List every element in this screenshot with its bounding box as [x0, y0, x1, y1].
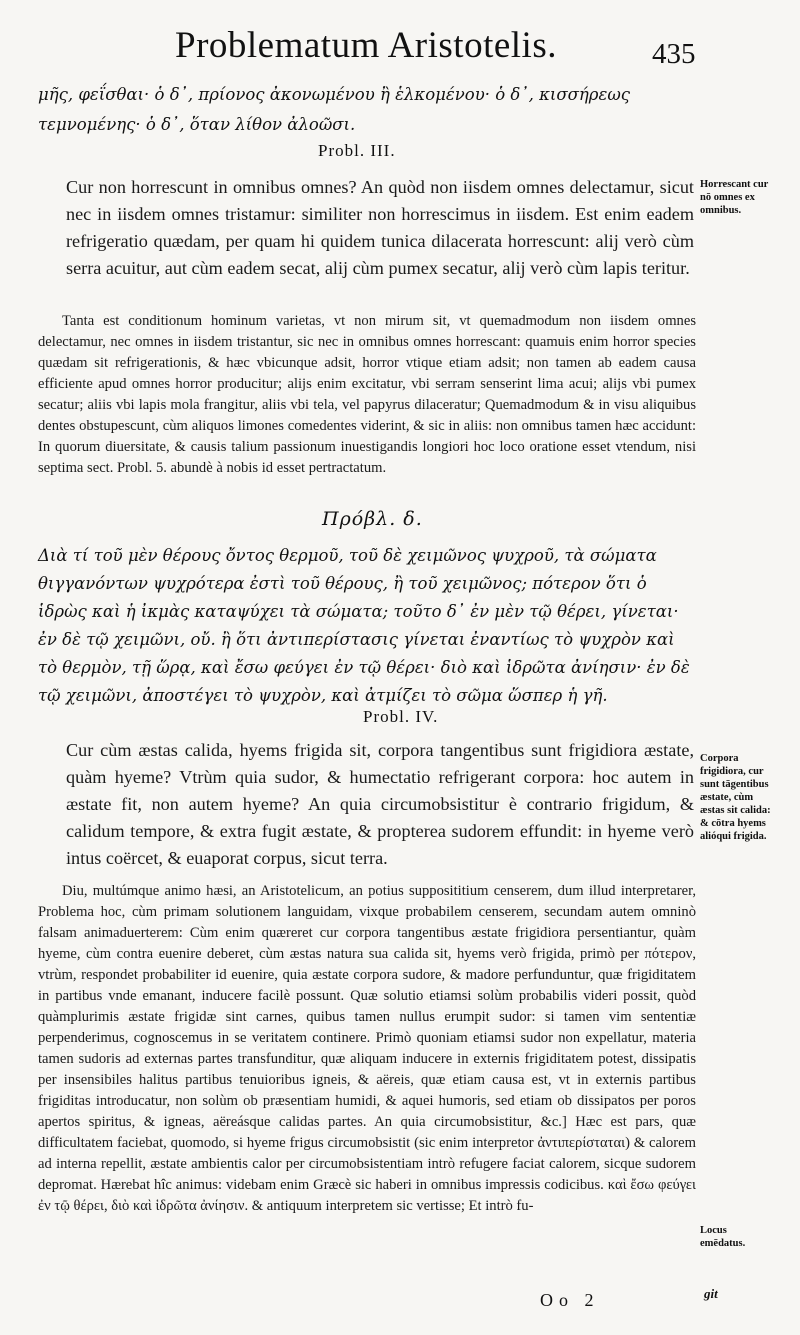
greek-text-continuation: μῆς, φεΐσθαι· ὁ δ᾽, πρίονος ἀκονωμένου ἢ ἑλκομένου· ὁ δ᾽, κισσήρεως τεμνομένης· ὁ δ᾽, ὅταν λίθον ἀλοῶσι.	[38, 85, 631, 134]
margin-note-horrescant: Horrescant cur nō omnes ex omnibus.	[700, 179, 769, 216]
problem-4-text: Cur cùm æstas calida, hyems frigida sit, corpora tangentibus sunt frigidiora æstate, quàm hyeme? Vtrùm quia sudor, & humectatio refrigerant corpora: hoc autem in æstate fit, non autem hyeme? An quia circumobsistitur è contrario frigidum, & calidum tempore, & extra fugit æstate, & propterea sudorem effundit: in hyeme verò intus coërcet, & euaporat corpus, sicut terra.	[66, 740, 694, 868]
problem-3-commentary: Tanta est conditionum hominum varietas, vt non mirum sit, vt quemadmodum non iisdem omnes delectamur, nec omnes in iisdem tristantur, sic nec in omnibus omnes horrescant: quamuis enim horror species quædam sit refrigerationis, & hæc vbicunque adsit, horror vtique etiam adsit; non tamen ab eadem causa efficiente apud omnes horror producitur; alijs enim excitatur, vbi serram senserint lima acui; alijs vbi pumex secatur; aliis vbi lapis mola frangitur, aliis vbi tela, vel papyrus dilaceratur; Quemadmodum & in visu aliquibus dentes obstupescunt, cùm aliquos limones comedentes viderint, & sic in aliis: non omnibus tamen hæc accidunt: In quorum diuersitate, & causis talium passionum inuestigandis longiori hoc loco oratione esset vtendum, nisi septima sect. Probl. 5. abundè à nobis id esset pertractatum.	[38, 313, 696, 476]
signature-mark: Oo 2	[540, 1290, 600, 1310]
greek-problem-text: Διὰ τί τοῦ μὲν θέρους ὄντος θερμοῦ, τοῦ δὲ χειμῶνος ψυχροῦ, τὰ σώματα θιγγανόντων ψυχρότερα ἐστὶ τοῦ θέρους, ἢ τοῦ χειμῶνος; πότερον ὅτι ὁ ἱδρὼς καὶ ἡ ἰκμὰς καταψύχει τὰ σώματα; τοῦτο δ᾽ ἐν μὲν τῷ θέρει, γίνεται· ἐν δὲ τῷ χειμῶνι, οὔ. ἢ ὅτι ἀντιπερίστασις γίνεται ἐναντίως τὸ ψυχρὸν καὶ τὸ θερμὸν, τῇ ὥρᾳ, καὶ ἔσω φεύγει ἐν τῷ θέρει· διὸ καὶ ἱδρῶτα ἀνίησιν· ἐν δὲ τῷ χειμῶνι, ἀποστέγει τὸ ψυχρὸν, καὶ ἀτμίζει τὸ σῶμα ὥσπερ ἡ γῆ.	[38, 546, 690, 705]
page-header-title: Problematum Aristotelis.	[175, 25, 557, 66]
greek-problem-heading: Πρόβλ. δ.	[322, 508, 423, 530]
problem-3-text: Cur non horrescunt in omnibus omnes? An quòd non iisdem omnes delectamur, sicut nec in iisdem omnes tristamur: similiter non horrescimus in iisdem. Est enim eadem refrigeratio quædam, per quam hi quidem tunica dilacerata horrescunt: alij verò cùm serra acuitur, aut cùm eadem secat, alij cùm pumex secatur, alij verò cùm lapis teritur.	[66, 177, 694, 278]
page-number: 435	[652, 38, 696, 70]
catchword: git	[704, 1286, 718, 1301]
problem-3-heading: Probl. III.	[318, 141, 396, 160]
margin-note-locus: Locus emēdatus.	[700, 1225, 746, 1249]
problem-4-heading: Probl. IV.	[363, 707, 439, 726]
margin-note-corpora: Corpora frigidiora, cur sunt tāgentibus æstate, cùm æstas sit calida: & cōtra hyems alióqui frigida.	[700, 753, 771, 842]
problem-4-commentary: Diu, multúmque animo hæsi, an Aristotelicum, an potius supposititium censerem, dum illud interpretarer, Problema hoc, cùm primam solutionem languidam, vixque probabilem censerem, secundam autem omninò falsam animaduerterem: Cùm enim quæreret cur corpora tangentibus æstate frigidiora persentiantur, quàm hyeme, cùm contra euenire deberet, cùm æstas natura sua calida sit, hyems verò frigida, primò per πότερον, vtrùm, respondet probabiliter id euenire, quia æstate corpora sudore, & madore perfunduntur, quæ frigiditatem in partibus vnde emanant, inducere facilè possunt. Quæ solutio etiamsi solùm probabilis videri possit, quòd quàmplurimis æstate frigidæ sint carnes, quibus tamen nullus erumpit sudor: si tamen vim sententiæ perpenderimus, cognoscemus in se veritatem continere. Primò quoniam etiamsi sudor non expellatur, materia tamen sudoris ad externas partes transfunditur, quæ aliquam inducere in externis frigiditatem potest, dissipatis per insensibiles halitus partibus tenuioribus igneis, & aëreis, quæ etiam causa est, vt in externis partibus frigiditas introducatur, non solùm ob præsentiam humidi, & aquei humoris, sed etiam ob dissipatos per poros apertos spiritus, & igneas, aëreásque calidas partes. An quia circumobsistitur, &c.] Hæc est pars, quæ difficultatem faciebat, quomodo, si hyeme frigus circumobsistit (sic enim interpretor ἀντιπερίσταται) & calorem ad interna repellit, æstate ambientis calor per circumobsistentiam intrò refugere faciat calorem, sicque sudorem depromat. Hærebat hîc animus: videbam enim Græcè sic haberi in omnibus impressis codicibus. καὶ ἔσω φεύγει ἐν τῷ θέρει, διὸ καὶ ἱδρῶτα ἀνίησιν. & antiquum interpretem sic vertisse; Et intrò fu-	[38, 883, 696, 1214]
